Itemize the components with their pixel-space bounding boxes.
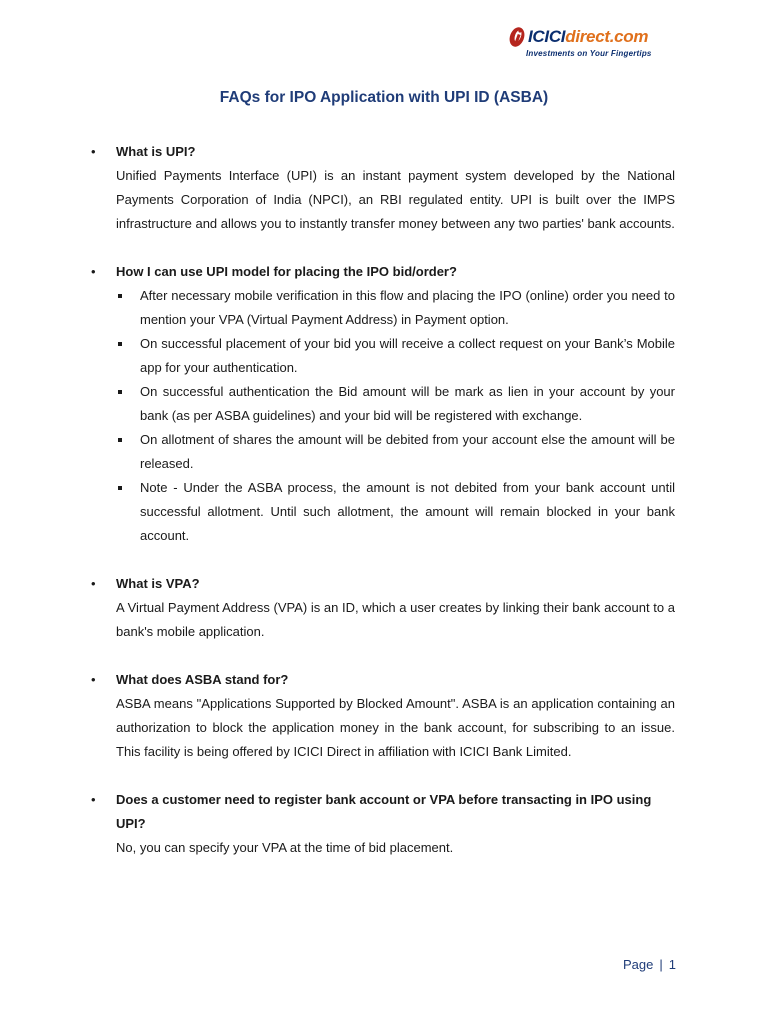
faq-point [116,428,675,476]
icici-logo-icon [508,26,526,48]
faq-list [91,140,675,860]
faq-question: What does ASBA stand for? [116,672,289,687]
faq-item-upi [91,140,675,236]
bullet-icon: • [91,672,96,687]
bullet-icon: • [91,576,96,591]
faq-point [116,332,675,380]
faq-question: Does a customer need to register bank account or VPA before transacting in IPO using UPI? [116,792,652,831]
bullet-icon: • [91,144,96,159]
faq-question: What is VPA? [116,576,200,591]
page-label: Page [623,957,654,972]
page-separator: | [659,957,663,972]
bullet-icon: • [91,792,96,807]
square-bullet-icon [118,390,122,394]
icici-direct-logo [508,26,698,66]
page-number: 1 [668,957,676,972]
logo-brand-icici: ICICI [528,27,566,46]
faq-point [116,284,675,332]
logo-brand-direct: direct.com [565,27,649,46]
faq-question: How I can use UPI model for placing the IPO bid/order? [116,264,457,279]
square-bullet-icon [118,294,122,298]
square-bullet-icon [118,486,122,490]
page-title: FAQs for IPO Application with UPI ID (ASBA) [219,89,549,106]
faq-point-text: Note - Under the ASBA process, the amount is not debited from your bank account until successful allotment. Until such allotment, the amount will remain blocked in your bank account. [140,480,675,543]
page-footer [560,956,676,974]
faq-answer: No, you can specify your VPA at the time of bid placement. [116,840,454,855]
faq-point-text: On successful authentication the Bid amount will be mark as lien in your account by your bank (as per ASBA guidelines) and your bid will be registered with exchange. [140,384,675,423]
faq-item-upi-model [91,260,675,548]
square-bullet-icon [118,342,122,346]
faq-point-text: On allotment of shares the amount will be debited from your account else the amount will be released. [140,432,675,471]
faq-item-asba [91,668,675,764]
faq-item-vpa [91,572,675,644]
bullet-icon: • [91,264,96,279]
faq-item-register [91,788,675,860]
square-bullet-icon [118,438,122,442]
faq-answer: ASBA means "Applications Supported by Blocked Amount". ASBA is an application containing an authorization to block the application money in the bank account, for subscribing to an issue. This facility is being offered by ICICI Direct in affiliation with ICICI Bank Limited. [116,696,675,759]
faq-points-list [116,284,675,548]
faq-point-text: After necessary mobile verification in this flow and placing the IPO (online) order you need to mention your VPA (Virtual Payment Address) in Payment option. [140,288,675,327]
faq-question: What is UPI? [116,144,196,159]
faq-point-text: On successful placement of your bid you will receive a collect request on your Bank’s Mobile app for your authentication. [140,336,675,375]
logo-tagline: Investments on Your Fingertips [526,49,652,58]
faq-point [116,380,675,428]
faq-answer: A Virtual Payment Address (VPA) is an ID, which a user creates by linking their bank account to a bank's mobile application. [116,600,675,639]
faq-answer: Unified Payments Interface (UPI) is an instant payment system developed by the National Payments Corporation of India (NPCI), an RBI regulated entity. UPI is built over the IMPS infrastructure and allows you to instantly transfer money between any two parties' bank accounts. [116,168,675,231]
faq-point [116,476,675,548]
